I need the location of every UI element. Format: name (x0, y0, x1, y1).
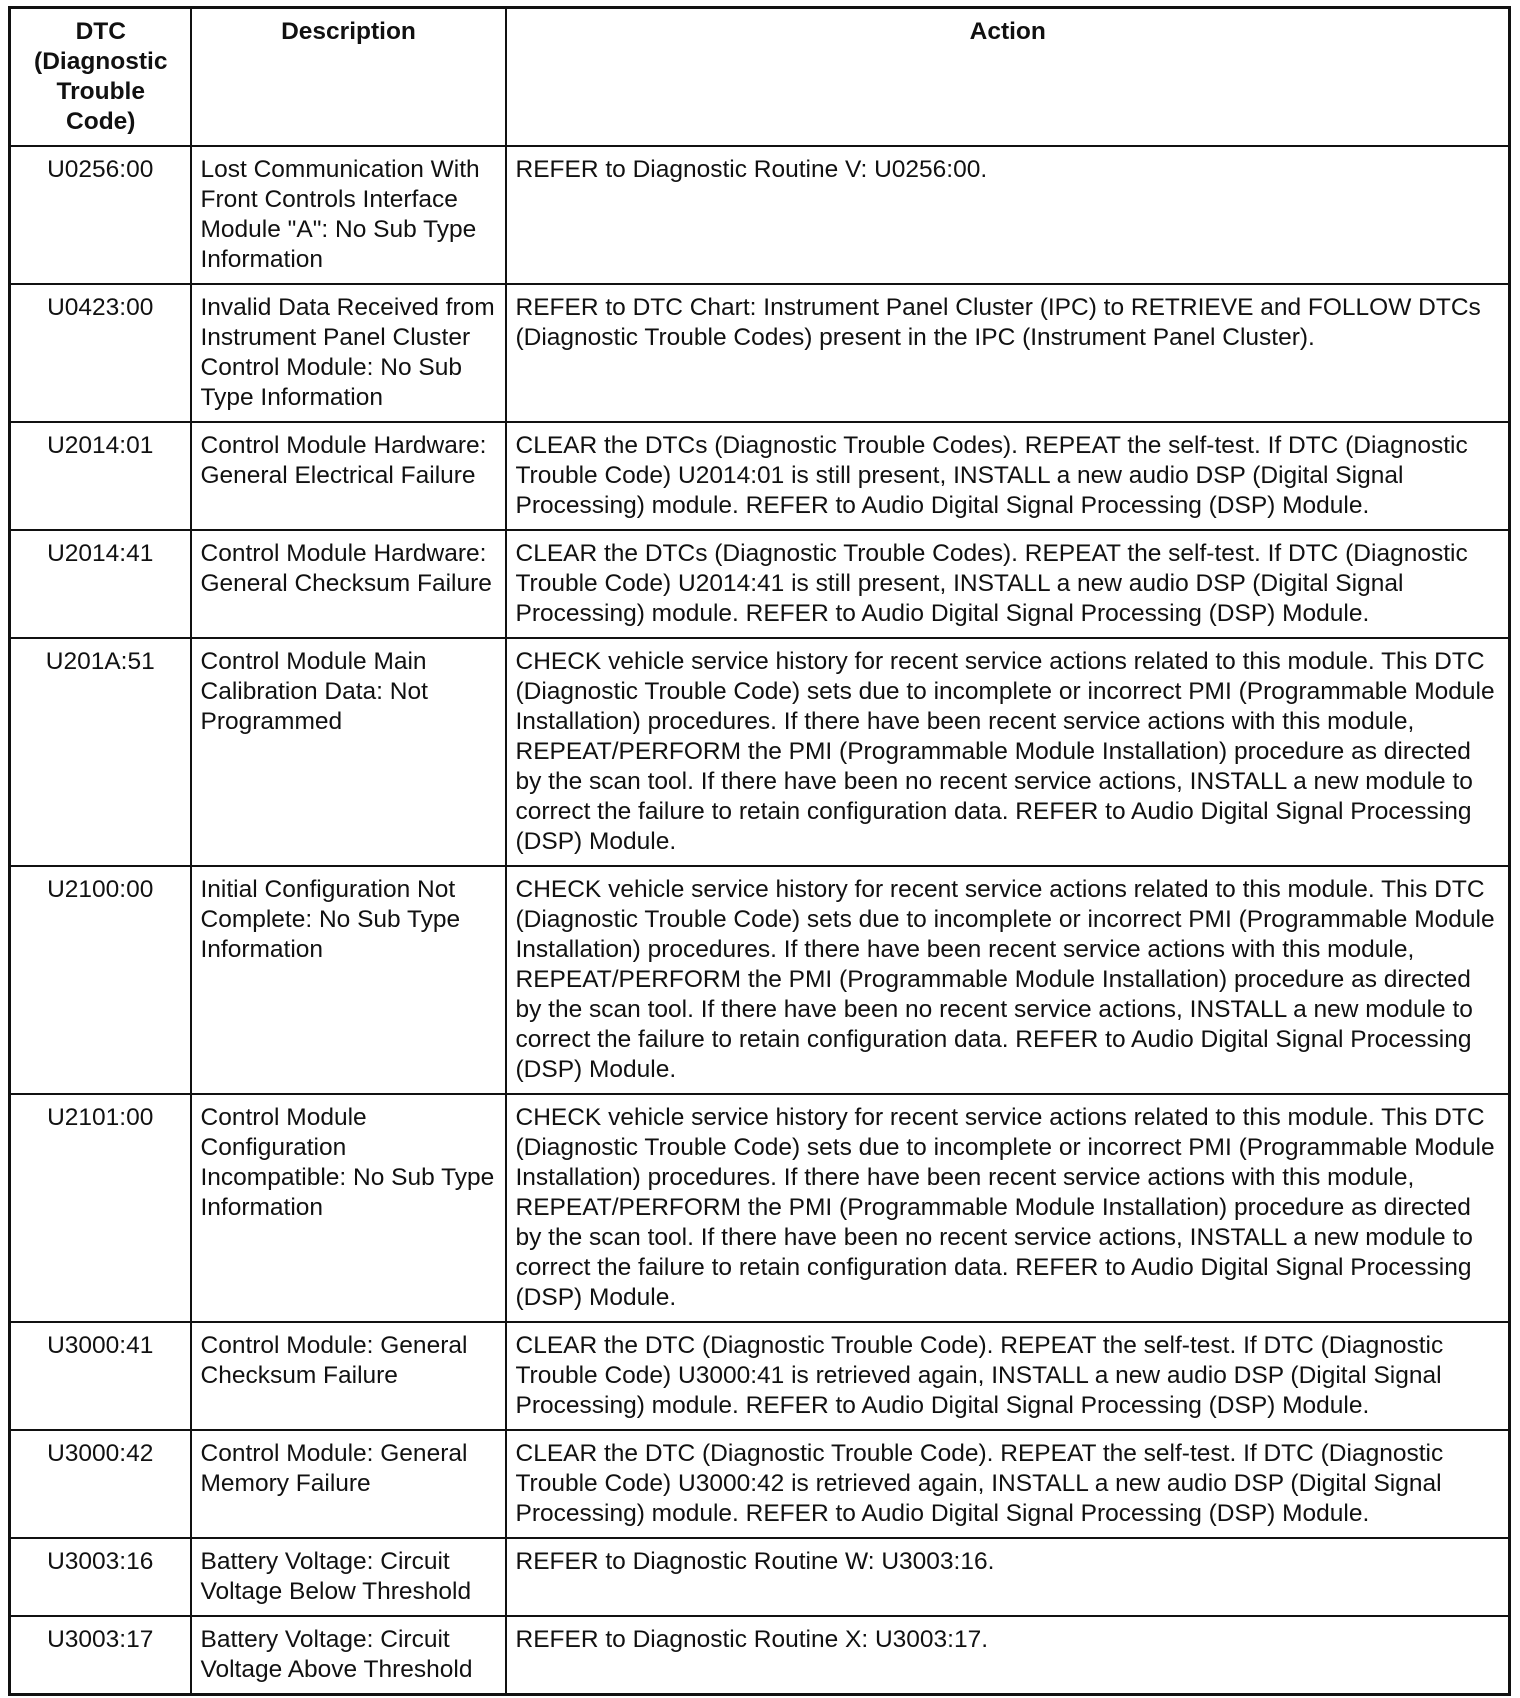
table-body (10, 146, 1510, 1695)
description-cell: Battery Voltage: Circuit Voltage Below Threshold (191, 1538, 506, 1616)
action-cell: CLEAR the DTC (Diagnostic Trouble Code). REPEAT the self-test. If DTC (Diagnostic Trouble Code) U3000:41 is retrieved again, INSTALL a new audio DSP (Digital Signal Processing) module. REFER to Audio Digital Signal Processing (DSP) Module. (506, 1322, 1510, 1430)
action-cell: CLEAR the DTC (Diagnostic Trouble Code). REPEAT the self-test. If DTC (Diagnostic Trouble Code) U3000:42 is retrieved again, INSTALL a new audio DSP (Digital Signal Processing) module. REFER to Audio Digital Signal Processing (DSP) Module. (506, 1430, 1510, 1538)
table-header (10, 8, 1510, 147)
table-row (10, 1616, 1510, 1695)
dtc-table (8, 6, 1511, 1696)
action-cell: REFER to Diagnostic Routine V: U0256:00. (506, 146, 1510, 284)
dtc-code-cell: U2100:00 (10, 866, 191, 1094)
header-action: Action (506, 8, 1510, 147)
header-dtc-code: DTC (Diagnostic Trouble Code) (10, 8, 191, 147)
dtc-code-cell: U3003:17 (10, 1616, 191, 1695)
dtc-code-cell: U3000:42 (10, 1430, 191, 1538)
table-row (10, 866, 1510, 1094)
table-row (10, 1322, 1510, 1430)
description-cell: Control Module: General Memory Failure (191, 1430, 506, 1538)
table-row (10, 284, 1510, 422)
action-cell: CLEAR the DTCs (Diagnostic Trouble Codes). REPEAT the self-test. If DTC (Diagnostic Trouble Code) U2014:01 is still present, INSTALL a new audio DSP (Digital Signal Processing) module. REFER to Audio Digital Signal Processing (DSP) Module. (506, 422, 1510, 530)
description-cell: Control Module Configuration Incompatible: No Sub Type Information (191, 1094, 506, 1322)
header-description: Description (191, 8, 506, 147)
description-cell: Invalid Data Received from Instrument Panel Cluster Control Module: No Sub Type Information (191, 284, 506, 422)
dtc-code-cell: U201A:51 (10, 638, 191, 866)
action-cell: CHECK vehicle service history for recent service actions related to this module. This DTC (Diagnostic Trouble Code) sets due to incomplete or incorrect PMI (Programmable Module Installation) procedures. If there have been recent service actions with this module, REPEAT/PERFORM the PMI (Programmable Module Installation) procedure as directed by the scan tool. If there have been no recent service actions, INSTALL a new module to correct the failure to retain configuration data. REFER to Audio Digital Signal Processing (DSP) Module. (506, 1094, 1510, 1322)
table-row (10, 1538, 1510, 1616)
action-cell: CHECK vehicle service history for recent service actions related to this module. This DTC (Diagnostic Trouble Code) sets due to incomplete or incorrect PMI (Programmable Module Installation) procedures. If there have been recent service actions with this module, REPEAT/PERFORM the PMI (Programmable Module Installation) procedure as directed by the scan tool. If there have been no recent service actions, INSTALL a new module to correct the failure to retain configuration data. REFER to Audio Digital Signal Processing (DSP) Module. (506, 866, 1510, 1094)
table-row (10, 422, 1510, 530)
description-cell: Battery Voltage: Circuit Voltage Above Threshold (191, 1616, 506, 1695)
dtc-code-cell: U0423:00 (10, 284, 191, 422)
table-row (10, 1430, 1510, 1538)
dtc-code-cell: U2014:41 (10, 530, 191, 638)
action-cell: CLEAR the DTCs (Diagnostic Trouble Codes). REPEAT the self-test. If DTC (Diagnostic Trouble Code) U2014:41 is still present, INSTALL a new audio DSP (Digital Signal Processing) module. REFER to Audio Digital Signal Processing (DSP) Module. (506, 530, 1510, 638)
description-cell: Control Module Hardware: General Checksum Failure (191, 530, 506, 638)
dtc-code-cell: U0256:00 (10, 146, 191, 284)
dtc-code-cell: U3003:16 (10, 1538, 191, 1616)
dtc-code-cell: U2101:00 (10, 1094, 191, 1322)
description-cell: Control Module: General Checksum Failure (191, 1322, 506, 1430)
table-row (10, 146, 1510, 284)
action-cell: CHECK vehicle service history for recent service actions related to this module. This DTC (Diagnostic Trouble Code) sets due to incomplete or incorrect PMI (Programmable Module Installation) procedures. If there have been recent service actions with this module, REPEAT/PERFORM the PMI (Programmable Module Installation) procedure as directed by the scan tool. If there have been no recent service actions, INSTALL a new module to correct the failure to retain configuration data. REFER to Audio Digital Signal Processing (DSP) Module. (506, 638, 1510, 866)
table-row (10, 530, 1510, 638)
action-cell: REFER to DTC Chart: Instrument Panel Cluster (IPC) to RETRIEVE and FOLLOW DTCs (Diagnostic Trouble Codes) present in the IPC (Instrument Panel Cluster). (506, 284, 1510, 422)
description-cell: Lost Communication With Front Controls Interface Module "A": No Sub Type Information (191, 146, 506, 284)
header-row (10, 8, 1510, 147)
description-cell: Initial Configuration Not Complete: No Sub Type Information (191, 866, 506, 1094)
dtc-code-cell: U3000:41 (10, 1322, 191, 1430)
action-cell: REFER to Diagnostic Routine W: U3003:16. (506, 1538, 1510, 1616)
dtc-code-cell: U2014:01 (10, 422, 191, 530)
description-cell: Control Module Hardware: General Electrical Failure (191, 422, 506, 530)
table-row (10, 1094, 1510, 1322)
table-row (10, 638, 1510, 866)
description-cell: Control Module Main Calibration Data: Not Programmed (191, 638, 506, 866)
action-cell: REFER to Diagnostic Routine X: U3003:17. (506, 1616, 1510, 1695)
